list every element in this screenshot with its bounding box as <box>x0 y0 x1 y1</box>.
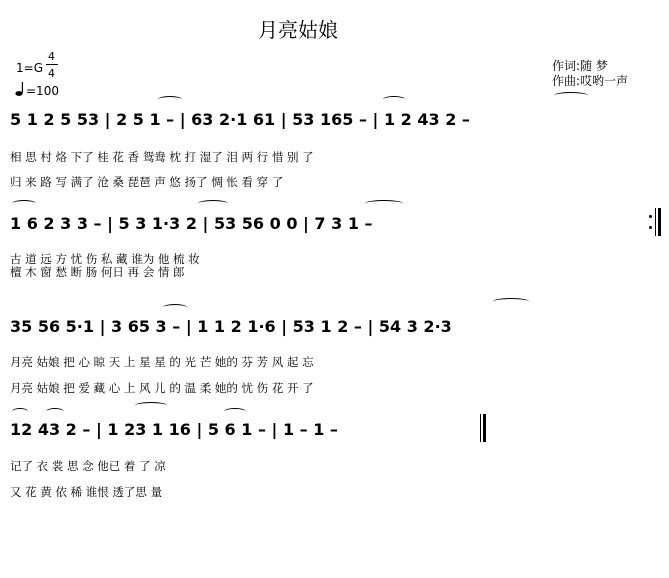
lyrics-row-3-verse-2: 月亮 姑娘 把 爱 藏 心 上 风 儿 的 温 柔 她的 忧 伤 花 开 了 <box>10 381 314 395</box>
lyrics-row-2-verse-1: 古 道 远 方 忧 伤 私 藏 谁为 他 梳 妆 <box>10 252 200 266</box>
notes-row-3: 35 56 5·1 | 3 65 3 – | 1 1 2 1·6 | 53 1 2 – | 54 3 2·3 <box>10 317 452 336</box>
slur <box>163 304 187 311</box>
slur <box>224 408 246 415</box>
slur <box>135 402 167 409</box>
time-signature-top: 4 <box>48 50 55 63</box>
page-title: 月亮姑娘 <box>258 18 338 42</box>
notes-row-4: 12 43 2 – | 1 23 1 16 | 5 6 1 – | 1 – 1 – <box>10 420 338 439</box>
lyrics-row-1-verse-1: 相 思 村 烙 下了 桂 花 香 鸳鸯 枕 打 湿了 泪 两 行 惜 别 了 <box>10 150 314 164</box>
final-barline-thick <box>483 414 486 442</box>
tempo-marking: =100 <box>26 84 59 98</box>
lyrics-row-3-verse-1: 月亮 姑娘 把 心 晾 天 上 星 星 的 光 芒 她的 芬 芳 风 起 忘 <box>10 355 314 369</box>
repeat-barline <box>655 208 656 236</box>
lyrics-row-4-verse-2: 又 花 黄 依 稀 谁恨 透了思 量 <box>10 485 163 499</box>
slur <box>46 408 64 415</box>
lyrics-row-1-verse-2: 归 来 路 写 满了 沧 桑 琵琶 声 悠 扬了 惆 怅 看 穿 了 <box>10 175 284 189</box>
slur <box>158 96 182 103</box>
key-signature: 1=G <box>16 61 43 75</box>
slur <box>198 200 228 207</box>
slur <box>365 200 403 207</box>
time-signature-divider <box>46 64 58 65</box>
repeat-dot <box>649 226 652 229</box>
lyricist-credit: 作词:随 梦 <box>552 59 608 73</box>
lyrics-row-4-verse-1: 记了 衣 裳 思 念 他已 着 了 凉 <box>10 459 166 473</box>
lyrics-row-2-verse-2: 檀 木 窗 愁 断 肠 何日 再 会 情 郎 <box>10 265 185 279</box>
final-barline <box>480 414 481 442</box>
notes-row-2: 1 6 2 3 3 – | 5 3 1·3 2 | 53 56 0 0 | 7 3 1 – <box>10 214 373 233</box>
notes-row-1: 5 1 2 5 53 | 2 5 1 – | 63 2·1 61 | 53 165 – | 1 2 43 2 – <box>10 110 470 129</box>
slur <box>12 408 28 415</box>
quarter-note-icon <box>15 82 24 96</box>
repeat-dot <box>649 215 652 218</box>
slur <box>493 298 529 305</box>
repeat-barline-thick <box>658 208 661 236</box>
composer-credit: 作曲:哎哟一声 <box>552 74 629 88</box>
time-signature-bottom: 4 <box>48 67 55 80</box>
slur <box>383 96 405 103</box>
slur <box>12 200 36 207</box>
slur <box>554 92 588 99</box>
